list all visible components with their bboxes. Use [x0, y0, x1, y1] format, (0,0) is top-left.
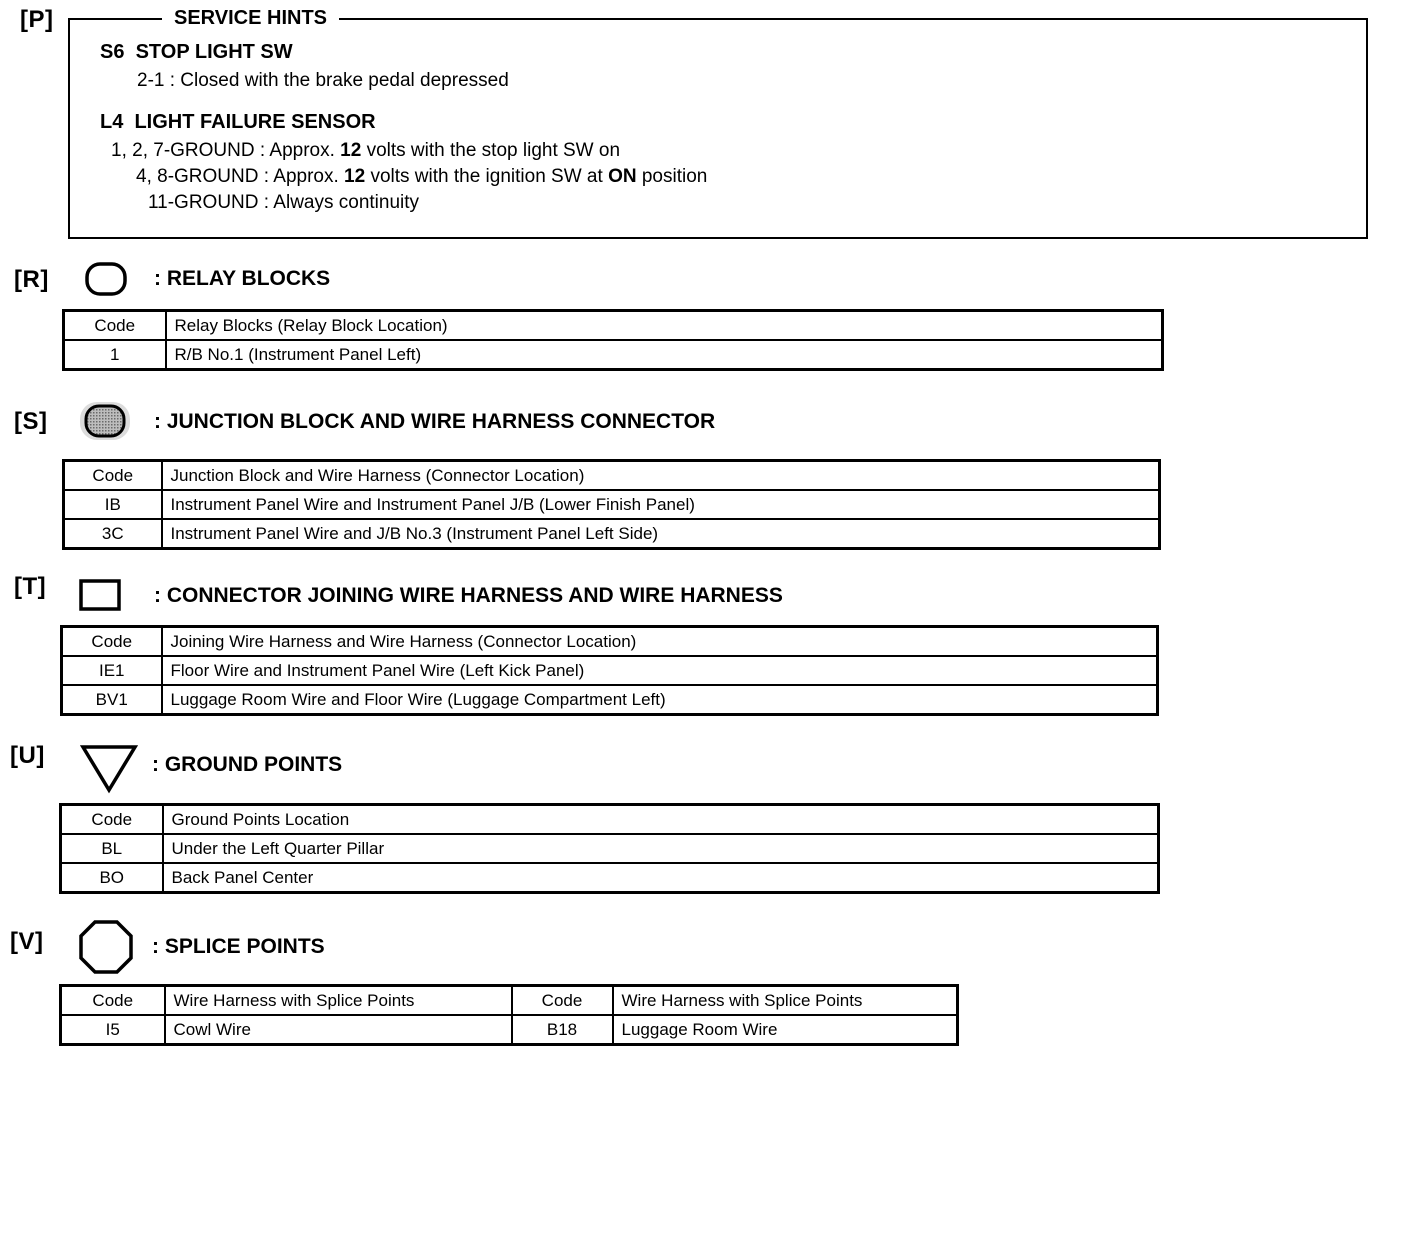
rounded-rect-icon: [84, 260, 130, 298]
ground-points-table: [59, 803, 1160, 894]
hint-l4-line2-post: position: [641, 166, 708, 187]
splice-points-title: : SPLICE POINTS: [152, 935, 325, 958]
section-label-s: [S]: [14, 408, 48, 435]
table-header-cell: Wire Harness with Splice Points: [613, 986, 958, 1016]
section-label-r: [R]: [14, 266, 49, 293]
hint-l4-line2-value: 12: [344, 166, 366, 187]
relay-blocks-table: [62, 309, 1164, 371]
table-header-cell: Wire Harness with Splice Points: [165, 986, 512, 1016]
table-cell: Luggage Room Wire: [613, 1015, 958, 1045]
octagon-icon: [76, 918, 136, 978]
hint-l4-name: LIGHT FAILURE SENSOR: [134, 111, 376, 133]
hint-s6-name: STOP LIGHT SW: [135, 41, 293, 63]
table-cell: Luggage Room Wire and Floor Wire (Luggage Compartment Left): [162, 685, 1158, 715]
hint-l4-line3-pins: 11-GROUND :: [148, 192, 270, 213]
section-label-v: [V]: [10, 928, 44, 955]
service-hints-title: SERVICE HINTS: [162, 7, 339, 30]
hint-l4-line1-value: 12: [340, 140, 362, 161]
table-cell: Floor Wire and Instrument Panel Wire (Left Kick Panel): [162, 656, 1158, 685]
table-header-row: [64, 461, 1160, 491]
joining-connectors-table: [60, 625, 1159, 716]
hint-l4-line2-state: ON: [608, 166, 637, 187]
hint-l4-line2-mid: volts with the ignition SW at: [370, 166, 603, 187]
table-cell-code: IB: [64, 490, 162, 519]
table-header-row: [61, 805, 1159, 835]
table-row: [62, 685, 1158, 715]
table-row: [64, 490, 1160, 519]
table-cell: Cowl Wire: [165, 1015, 512, 1045]
hint-l4-line2-pins: 4, 8-GROUND :: [136, 166, 270, 187]
hint-l4-line1-pre: Approx.: [269, 140, 335, 161]
table-row: [64, 519, 1160, 549]
relay-blocks-title: : RELAY BLOCKS: [154, 267, 331, 290]
joining-connectors-title: : CONNECTOR JOINING WIRE HARNESS AND WIRE HARNESS: [154, 584, 783, 607]
table-cell-code: B18: [512, 1015, 613, 1045]
hint-l4-line2-pre: Approx.: [273, 166, 339, 187]
table-cell: R/B No.1 (Instrument Panel Left): [166, 340, 1163, 370]
hint-l4-line-2: [136, 166, 707, 188]
table-header-cell: Joining Wire Harness and Wire Harness (Connector Location): [162, 627, 1158, 657]
table-header-cell: Code: [61, 805, 163, 835]
table-header-cell: Code: [64, 461, 162, 491]
table-header-cell: Junction Block and Wire Harness (Connector Location): [162, 461, 1160, 491]
table-header-row: [61, 986, 958, 1016]
table-row: [61, 834, 1159, 863]
table-header-row: [64, 311, 1163, 341]
table-cell-code: I5: [61, 1015, 165, 1045]
table-cell: Instrument Panel Wire and J/B No.3 (Instrument Panel Left Side): [162, 519, 1160, 549]
table-cell: Instrument Panel Wire and Instrument Panel J/B (Lower Finish Panel): [162, 490, 1160, 519]
table-row: [61, 863, 1159, 893]
table-cell-code: BO: [61, 863, 163, 893]
table-cell-code: 1: [64, 340, 166, 370]
table-header-cell: Code: [62, 627, 162, 657]
table-header-row: [62, 627, 1158, 657]
section-label-t: [T]: [14, 573, 47, 600]
table-cell-code: BV1: [62, 685, 162, 715]
table-header-cell: Code: [512, 986, 613, 1016]
hint-l4-line-3: [148, 192, 419, 214]
section-label-p: [P]: [20, 6, 54, 33]
table-header-cell: Ground Points Location: [163, 805, 1159, 835]
table-row: [64, 340, 1163, 370]
table-cell: Back Panel Center: [163, 863, 1159, 893]
junction-blocks-title: : JUNCTION BLOCK AND WIRE HARNESS CONNECTOR: [154, 410, 716, 433]
table-header-cell: Code: [64, 311, 166, 341]
hint-s6-heading: [100, 41, 293, 64]
ground-points-title: : GROUND POINTS: [152, 753, 343, 776]
hint-l4-code: L4: [100, 111, 124, 133]
hint-l4-line3-text: Always continuity: [273, 192, 420, 213]
hint-l4-heading: [100, 111, 376, 134]
table-header-cell: Relay Blocks (Relay Block Location): [166, 311, 1163, 341]
hint-s6-code: S6: [100, 41, 125, 63]
table-row: [62, 656, 1158, 685]
table-cell: Under the Left Quarter Pillar: [163, 834, 1159, 863]
table-header-cell: Code: [61, 986, 165, 1016]
triangle-down-icon: [78, 742, 140, 796]
hint-l4-line-1: [111, 140, 620, 162]
table-cell-code: 3C: [64, 519, 162, 549]
table-cell-code: IE1: [62, 656, 162, 685]
splice-points-table: [59, 984, 959, 1046]
hint-l4-line1-post: volts with the stop light SW on: [366, 140, 621, 161]
shaded-oval-icon: [78, 400, 132, 442]
hint-l4-line1-pins: 1, 2, 7-GROUND :: [111, 140, 266, 161]
section-label-u: [U]: [10, 742, 45, 769]
square-icon: [78, 578, 124, 614]
table-row: [61, 1015, 958, 1045]
hint-s6-line: 2-1 : Closed with the brake pedal depressed: [137, 70, 509, 91]
junction-blocks-table: [62, 459, 1161, 550]
table-cell-code: BL: [61, 834, 163, 863]
